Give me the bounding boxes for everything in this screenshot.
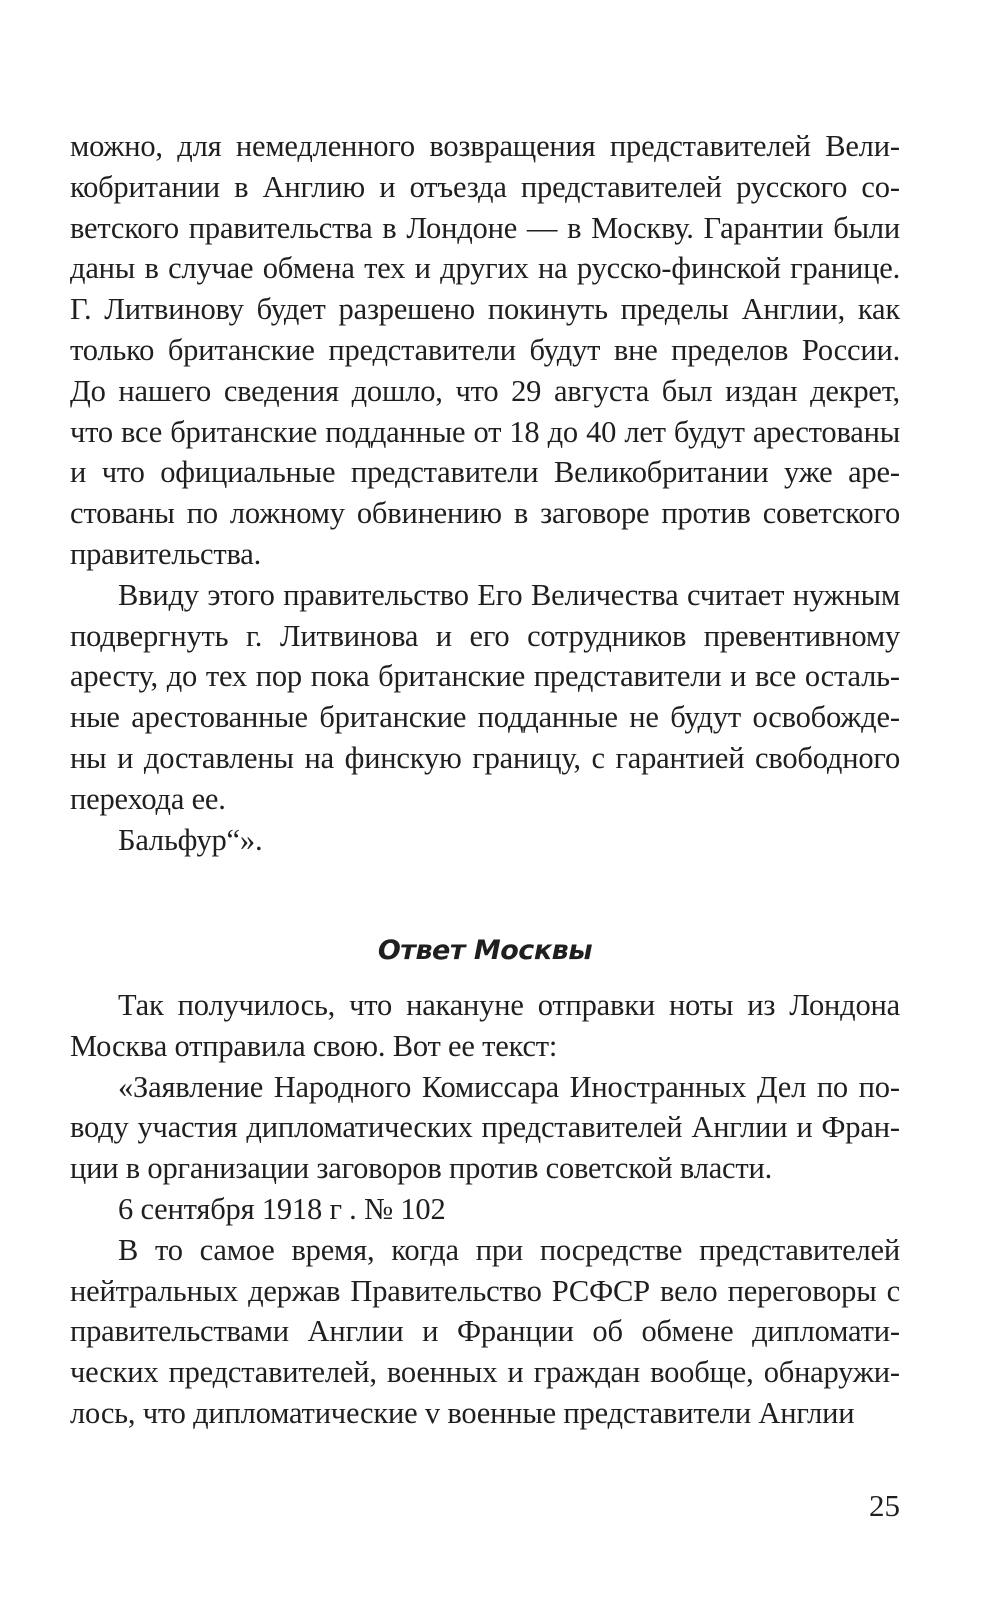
upper-text-block — [70, 126, 900, 860]
paragraph: можно, для немедленного возвращения представителей Великобритании в Англию и отъезда представителей русского советского правительства в Лондоне — в Москву. Гарантии были даны в случае обмена тех и других на русско-финской границе. Г. Литвинову будет разрешено покинуть пределы Англии, как только британские представители будут вне пределов России. До нашего сведения дошло, что 29 августа был издан декрет, что все британские подданные от 18 до 40 лет будут арестованы и что официальные представители Великобритании уже арестованы по ложному обвинению в заговоре против советского правительства. — [70, 129, 900, 571]
signature-line: Бальфур“». — [118, 822, 263, 857]
paragraph: «Заявление Народного Комиссара Иностранных Дел по поводу участия дипломатических представителей Англии и Франции в организации заговоров против советской власти. — [70, 1069, 900, 1186]
section-heading: Ответ Москвы — [377, 935, 593, 966]
paragraph: Так получилось, что накануне отправки ноты из Лондона Москва отправила свою. Вот ее текст: — [70, 988, 900, 1063]
paragraph: В то самое время, когда при посредстве представителей нейтральных держав Правительство РСФСР вело переговоры с правительствами Англии и Франции об обмене дипломатических представителей, военных и граждан вообще, обнаружилось, что дипломатические v военные представители Англии — [70, 1232, 900, 1430]
paragraph: Ввиду этого правительство Его Величества считает нужным подвергнуть г. Литвинова и его сотрудников превентивному аресту, до тех пор пока британские представители и все остальные арестованные британские подданные не будут освобождены и доставлены на финскую границу, с гарантией свободного перехода ее. — [70, 577, 900, 816]
page-number: 25 — [869, 1488, 900, 1523]
date-line: 6 сентября 1918 г . № 102 — [118, 1191, 446, 1226]
lower-text-block — [70, 985, 900, 1434]
